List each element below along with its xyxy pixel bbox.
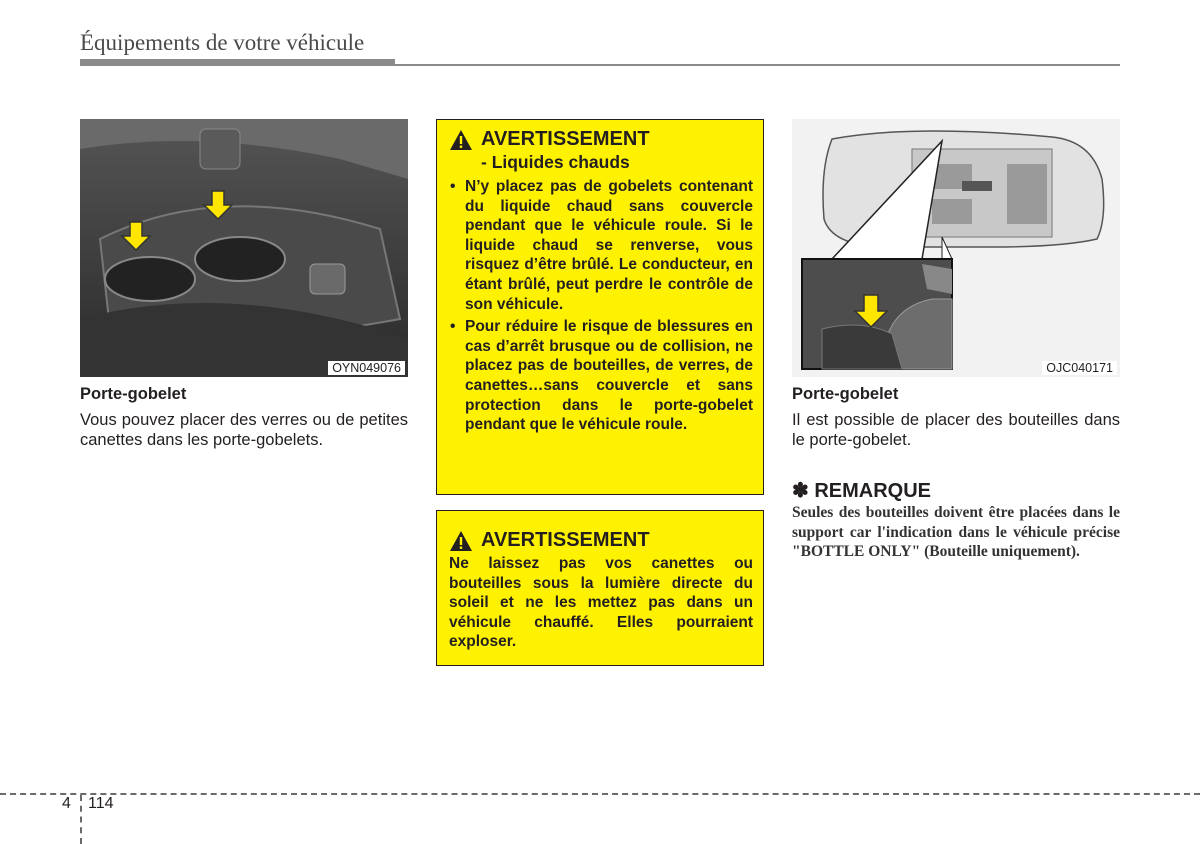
page-number: 114: [88, 795, 114, 812]
warning-text: Ne laissez pas vos canettes ou bouteilles sous la lumière directe du soleil et ne les mettez pas dans un véhicule chauffé. Elles pourraient exploser.: [449, 555, 753, 651]
header-rule: [80, 64, 1120, 66]
vehicle-top-view-illustration: [792, 119, 1120, 377]
footer-divider: [80, 795, 82, 844]
section-title: Porte-gobelet: [80, 385, 187, 403]
cupholder-illustration: [80, 119, 408, 377]
warning-box-hot-liquids: [436, 119, 764, 495]
figure-code: OJC040171: [1042, 361, 1117, 375]
section-title: Porte-gobelet: [792, 385, 899, 403]
figure-code: OYN049076: [328, 361, 405, 375]
warning-bullet: • Pour réduire le risque de blessures en cas d’arrêt brusque ou de collision, ne placez pas de bouteilles, de verres, de canettes…sans couvercle et sans protection dans le porte-gobelet pendant que le véhicule roule.: [449, 317, 753, 435]
footer-rule: [0, 793, 1200, 795]
vehicle-diagram: [792, 119, 1120, 377]
warning-subtitle: - Liquides chauds: [481, 152, 630, 172]
remark-title: ✽ REMARQUE: [792, 480, 931, 502]
warning-title: AVERTISSEMENT: [481, 128, 650, 150]
chapter-number: 4: [62, 795, 71, 812]
warning-triangle-icon: [449, 129, 473, 151]
warning-bullets: [449, 177, 753, 435]
body-text: Vous pouvez placer des verres ou de petites canettes dans les porte-gobelets.: [80, 411, 408, 449]
warning-bullet: • N’y placez pas de gobelets contenant du liquide chaud sans couvercle pendant que le véhicule roule. Si le liquide chaud se renverse, vous risquez d’être brûlé. Le conducteur, en étant brûlé, peut perdre le contrôle de son véhicule.: [449, 177, 753, 314]
page-header-title: Équipements de votre véhicule: [80, 30, 365, 55]
warning-title: AVERTISSEMENT: [481, 529, 650, 551]
warning-box-sunlight: [436, 510, 764, 666]
warning-heading: [449, 128, 753, 151]
cupholder-photo: [80, 119, 408, 377]
body-text: Il est possible de placer des bouteilles dans le porte-gobelet.: [792, 411, 1120, 449]
warning-heading: [449, 529, 753, 552]
warning-triangle-icon: [449, 530, 473, 552]
remark-text: Seules des bouteilles doivent être placées dans le support car l'indication dans le véhicule précise "BOTTLE ONLY" (Bouteille uniquement).: [792, 504, 1120, 561]
